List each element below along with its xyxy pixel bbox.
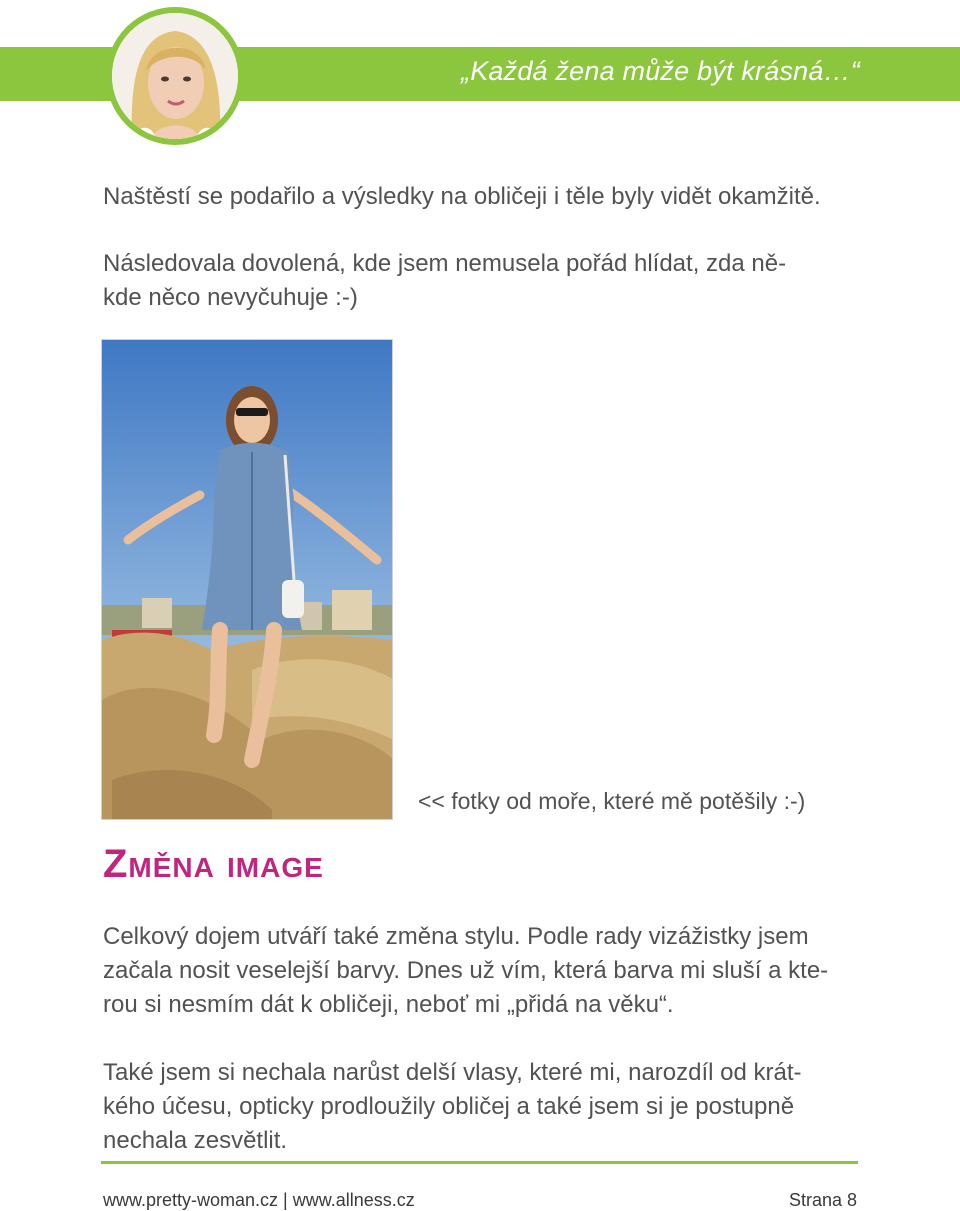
paragraph-4 — [103, 1056, 863, 1158]
paragraph-2-line-1: Následovala dovolená, kde jsem nemusela pořád hlídat, zda ně- — [103, 250, 787, 277]
seaside-photo — [101, 339, 393, 820]
paragraph-1: Naštěstí se podařilo a výsledky na obličeji i těle byly vidět okamžitě. — [103, 183, 821, 210]
paragraph-2-line-2: kde něco nevyčuhuje :-) — [103, 284, 358, 311]
paragraph-2 — [103, 247, 863, 315]
author-avatar — [106, 7, 244, 145]
photo-caption: << fotky od moře, které mě potěšily :-) — [418, 788, 806, 814]
paragraph-4-line-3: nechala zesvětlit. — [103, 1127, 288, 1154]
paragraph-3-line-1: Celkový dojem utváří také změna stylu. Podle rady vizážistky jsem — [103, 923, 809, 950]
paragraph-4-line-2: kého účesu, opticky prodloužily obličej a také jsem si je postupně — [103, 1093, 795, 1120]
header-quote: „Každá žena může být krásná…“ — [461, 56, 860, 86]
paragraph-3-line-3: rou si nesmím dát k obličeji, neboť mi „přidá na věku“. — [103, 991, 674, 1018]
section-heading: Změna image — [103, 842, 324, 886]
footer-links: www.pretty-woman.cz | www.allness.cz — [103, 1190, 415, 1210]
paragraph-3-line-2: začala nosit veselejší barvy. Dnes už vím, která barva mi sluší a kte- — [103, 957, 829, 984]
paragraph-3 — [103, 920, 863, 1022]
paragraph-4-line-1: Také jsem si nechala narůst delší vlasy, které mi, narozdíl od krát- — [103, 1059, 802, 1086]
page-number: Strana 8 — [788, 1190, 857, 1210]
footer-divider — [101, 1161, 858, 1164]
